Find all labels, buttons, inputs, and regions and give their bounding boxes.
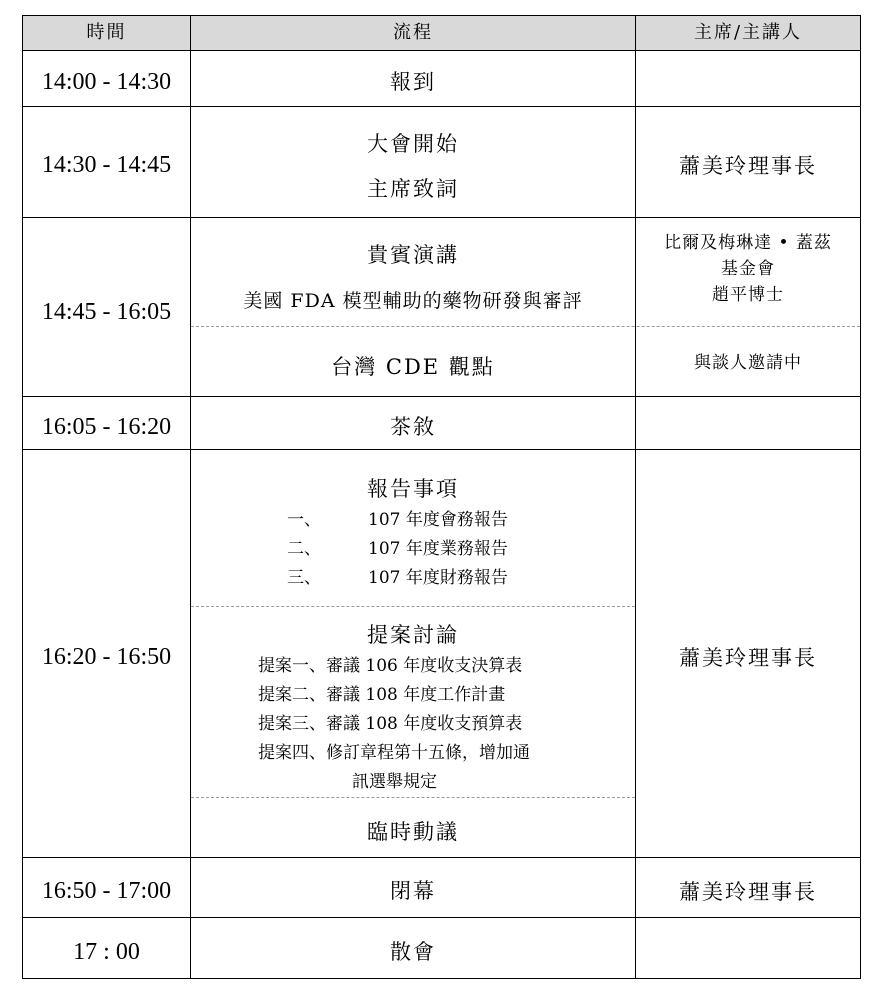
report-item-text: 107 年度會務報告 — [368, 510, 508, 530]
border-row5-bottom — [22, 857, 861, 858]
report-item-text: 107 年度財務報告 — [368, 568, 508, 588]
speaker-line3: 趙平博士 — [712, 285, 784, 305]
border-row4-bottom — [22, 449, 861, 450]
row6-time: 16:50 - 17:00 — [41, 878, 172, 904]
report-item-num: 三、 — [287, 568, 321, 588]
speech-subtitle: 美國 FDA 模型輔助的藥物研發與審評 — [243, 290, 583, 312]
row4-time: 16:05 - 16:20 — [41, 414, 172, 440]
row5-chair: 蕭美玲理事長 — [679, 646, 817, 670]
report-item-text: 107 年度業務報告 — [368, 539, 508, 559]
row6-chair: 蕭美玲理事長 — [679, 880, 817, 904]
border-right — [860, 15, 861, 979]
border-row3-bottom — [22, 396, 861, 397]
report-title: 報告事項 — [367, 477, 459, 501]
speech-title: 貴賓演講 — [367, 243, 459, 267]
proposal-item: 提案三、審議 108 年度收支預算表 — [258, 714, 523, 734]
cde-chair: 與談人邀請中 — [694, 353, 802, 373]
border-header-bottom — [22, 50, 861, 51]
border-row2-bottom — [22, 217, 861, 218]
row2-flow-line2: 主席致詞 — [367, 177, 459, 201]
border-top — [22, 15, 861, 16]
report-item-num: 二、 — [287, 539, 321, 559]
proposal-title: 提案討論 — [367, 623, 459, 647]
row6-flow: 閉幕 — [390, 879, 436, 903]
header-flow: 流程 — [393, 22, 433, 43]
row2-time: 14:30 - 14:45 — [41, 152, 172, 178]
proposal-item-cont: 訊選舉規定 — [352, 772, 437, 792]
row5-time: 16:20 - 16:50 — [41, 644, 172, 670]
cde-title: 台灣 CDE 觀點 — [331, 355, 495, 379]
proposal-item: 提案一、審議 106 年度收支決算表 — [258, 656, 523, 676]
proposal-item: 提案二、審議 108 年度工作計畫 — [258, 685, 506, 705]
row1-flow: 報到 — [390, 70, 436, 94]
row2-chair: 蕭美玲理事長 — [679, 154, 817, 178]
row1-time: 14:00 - 14:30 — [41, 69, 172, 95]
report-item-num: 一、 — [287, 510, 321, 530]
divider-proposal — [191, 797, 635, 798]
row4-flow: 茶敘 — [390, 415, 436, 439]
row2-flow-line1: 大會開始 — [367, 132, 459, 156]
row3-time: 14:45 - 16:05 — [41, 299, 172, 325]
proposal-item: 提案四、修訂章程第十五條，增加通 — [258, 743, 530, 763]
divider-speech — [191, 326, 860, 327]
row7-flow: 散會 — [390, 940, 436, 964]
speaker-line2: 基金會 — [721, 259, 775, 279]
border-row1-bottom — [22, 106, 861, 107]
divider-report — [191, 606, 635, 607]
border-bottom — [22, 978, 861, 979]
header-time: 時間 — [86, 22, 127, 43]
border-row6-bottom — [22, 917, 861, 918]
header-chair: 主席/主講人 — [693, 22, 803, 43]
motion-title: 臨時動議 — [367, 820, 459, 844]
speaker-line1: 比爾及梅琳達 • 蓋茲 — [664, 233, 832, 253]
row7-time: 17 : 00 — [73, 939, 140, 965]
